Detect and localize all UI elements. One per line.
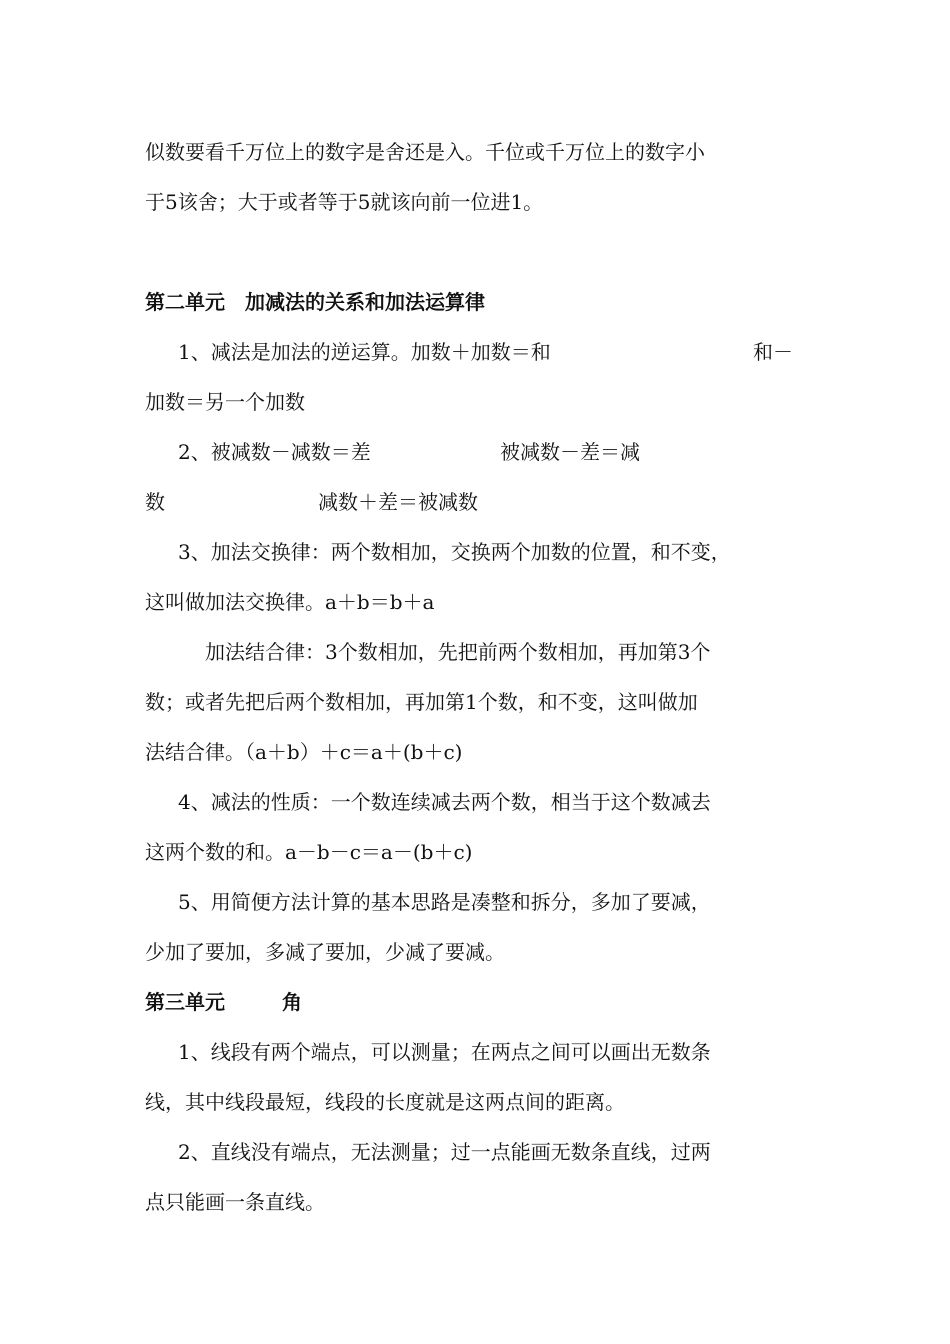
intro-line-2: 于5该舍；大于或者等于5就该向前一位进1。 (145, 190, 544, 214)
intro-line-1: 似数要看千万位上的数字是舍还是入。千位或千万位上的数字小 (145, 140, 705, 164)
unit2-item3-line1: 3、加法交换律：两个数相加，交换两个加数的位置，和不变， (178, 540, 731, 564)
unit2-item2-formula-3: 减数＋差＝被减数 (318, 490, 478, 514)
unit2-item5-line2: 少加了要加，多减了要加，少减了要减。 (145, 940, 505, 964)
unit2-item3-line2: 这叫做加法交换律。a＋b＝b＋a (145, 590, 435, 614)
unit2-assoc-line1: 加法结合律：3个数相加，先把前两个数相加，再加第3个 (205, 640, 711, 664)
unit3-heading-topic: 角 (282, 990, 302, 1014)
unit3-item2-line1: 2、直线没有端点，无法测量；过一点能画无数条直线，过两 (178, 1140, 711, 1164)
unit3-heading-title: 第三单元 (145, 990, 225, 1014)
unit2-item1-text: 1、减法是加法的逆运算。加数＋加数＝和 (178, 340, 551, 364)
unit3-item1-line1: 1、线段有两个端点，可以测量；在两点之间可以画出无数条 (178, 1040, 711, 1064)
unit2-item4-line1: 4、减法的性质：一个数连续减去两个数，相当于这个数减去 (178, 790, 711, 814)
unit2-item2-wrap: 数 (145, 490, 165, 514)
unit2-item1-line2: 加数＝另一个加数 (145, 390, 305, 414)
unit2-heading: 第二单元 加减法的关系和加法运算律 (145, 290, 485, 314)
unit3-item1-line2: 线，其中线段最短，线段的长度就是这两点间的距离。 (145, 1090, 625, 1114)
unit2-assoc-line2: 数；或者先把后两个数相加，再加第1个数，和不变，这叫做加 (145, 690, 698, 714)
unit2-item2-formula-2: 被减数－差＝减 (500, 440, 640, 464)
unit2-item1-tail: 和－ (753, 340, 793, 364)
unit2-item2-formula-1: 2、被减数－减数＝差 (178, 440, 371, 464)
unit2-item5-line1: 5、用简便方法计算的基本思路是凑整和拆分，多加了要减， (178, 890, 711, 914)
unit2-item4-line2: 这两个数的和。a－b－c＝a－(b＋c) (145, 840, 473, 864)
unit3-item2-line2: 点只能画一条直线。 (145, 1190, 325, 1214)
unit2-assoc-line3: 法结合律。（a＋b）＋c＝a＋(b＋c) (145, 740, 463, 764)
